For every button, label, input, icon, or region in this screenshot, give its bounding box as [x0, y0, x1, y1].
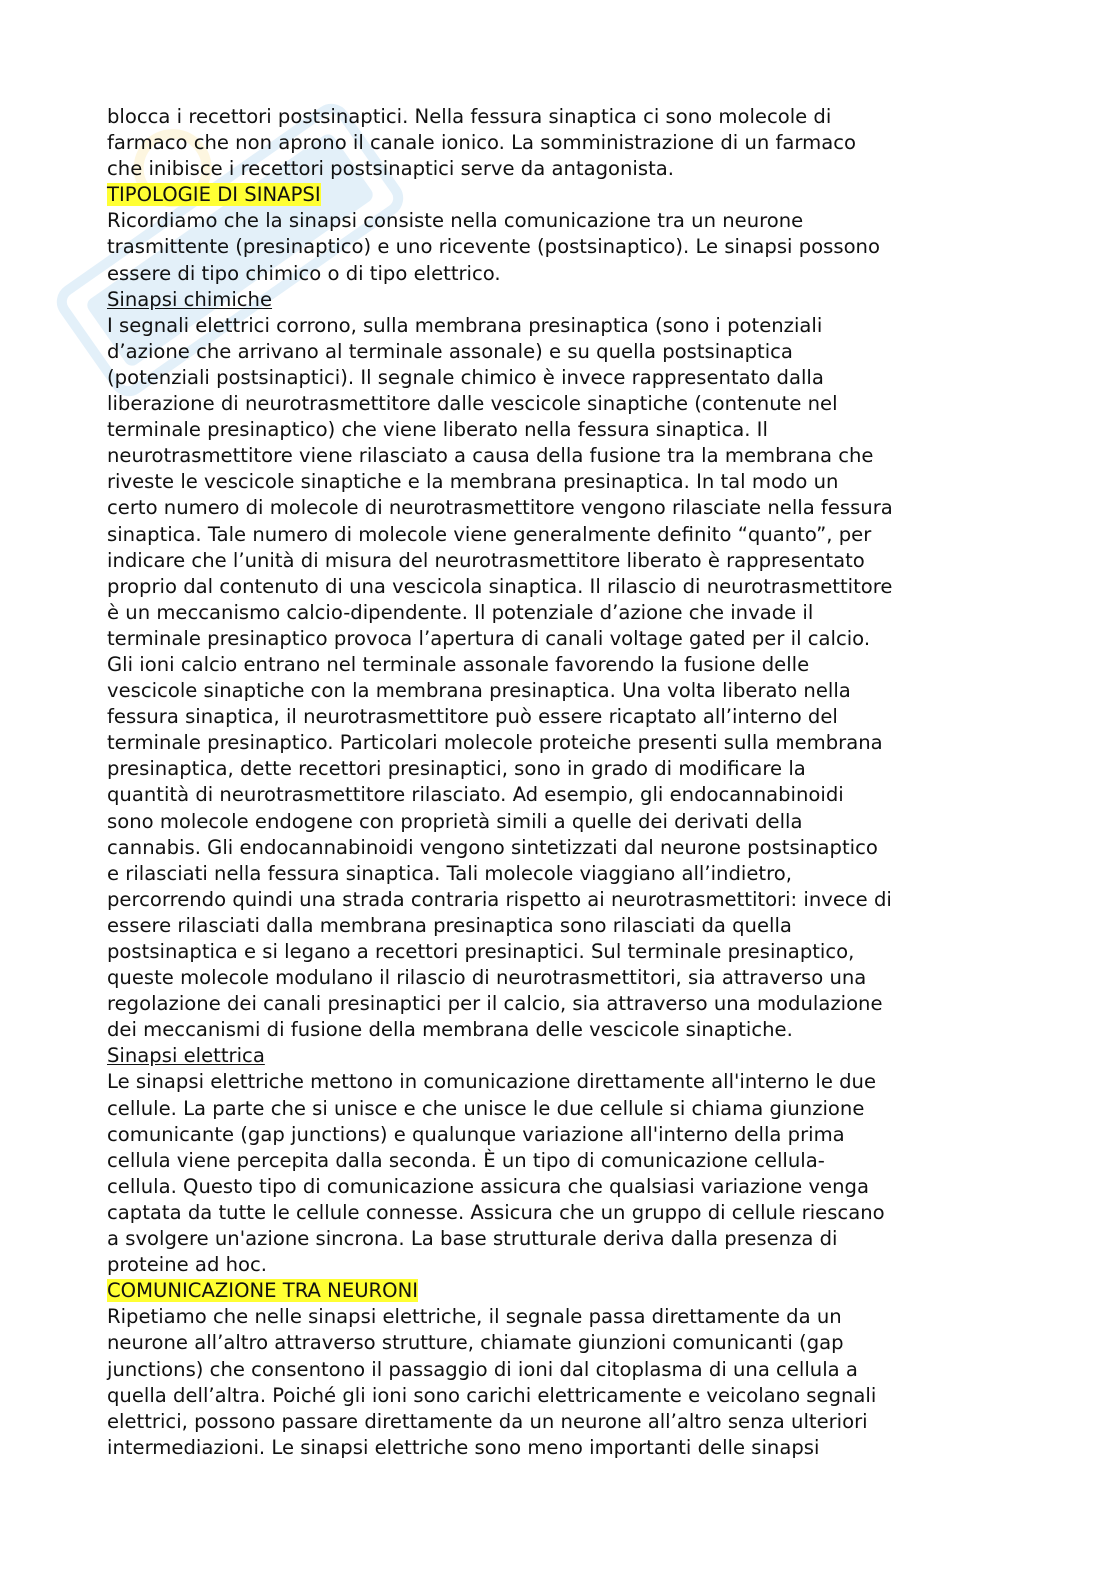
text-line: [107, 130, 1007, 156]
text-line-content: essere di tipo chimico o di tipo elettrico.: [107, 261, 501, 285]
text-line: [107, 652, 1007, 678]
text-line-content: riveste le vescicole sinaptiche e la membrana presinaptica. In tal modo un: [107, 470, 839, 494]
text-line-content: quella dell’altra. Poiché gli ioni sono carichi elettricamente e veicolano segnali: [107, 1383, 877, 1407]
text-line-content: e rilasciati nella fessura sinaptica. Tali molecole viaggiano all’indietro,: [107, 861, 792, 885]
section-heading-text: TIPOLOGIE DI SINAPSI: [107, 183, 321, 207]
text-line-content: neurotrasmettitore viene rilasciato a causa della fusione tra la membrana che: [107, 444, 874, 468]
section-heading-text: COMUNICAZIONE TRA NEURONI: [107, 1279, 419, 1303]
text-line-content: captata da tutte le cellule connesse. Assicura che un gruppo di cellule riescano: [107, 1200, 885, 1224]
text-line: [107, 417, 1007, 443]
text-line: [107, 234, 1007, 260]
text-line-content: I segnali elettrici corrono, sulla membrana presinaptica (sono i potenziali: [107, 313, 823, 337]
text-line-content: regolazione dei canali presinaptici per il calcio, sia attraverso una modulazione: [107, 992, 883, 1016]
text-line: [107, 913, 1007, 939]
text-line: [107, 365, 1007, 391]
subsection-heading: [107, 1043, 1007, 1069]
text-line-content: quantità di neurotrasmettitore rilasciato. Ad esempio, gli endocannabinoidi: [107, 783, 844, 807]
text-line-content: postsinaptica e si legano a recettori presinaptici. Sul terminale presinaptico,: [107, 940, 855, 963]
text-line: [107, 548, 1007, 574]
text-line: [107, 1357, 1007, 1383]
text-line: [107, 1435, 1007, 1461]
text-line: [107, 782, 1007, 808]
text-line-content: cellule. La parte che si unisce e che unisce le due cellule si chiama giunzione: [107, 1096, 865, 1120]
text-line-content: terminale presinaptico provoca l’apertura di canali voltage gated per il calcio.: [107, 626, 871, 650]
text-line: [107, 1226, 1007, 1252]
text-line-content: intermediazioni. Le sinapsi elettriche sono meno importanti delle sinapsi: [107, 1435, 820, 1459]
text-line-content: percorrendo quindi una strada contraria rispetto ai neurotrasmettitori: invece di: [107, 887, 892, 911]
text-line: [107, 522, 1007, 548]
text-line-content: queste molecole modulano il rilascio di neurotrasmettitori, sia attraverso una: [107, 966, 867, 990]
text-line: [107, 861, 1007, 887]
text-line-content: sinaptica. Tale numero di molecole viene generalmente definito “quanto”, per: [107, 522, 872, 546]
text-line-content: cellula viene percepita dalla seconda. È un tipo di comunicazione cellula-: [107, 1148, 825, 1172]
text-line-content: elettrici, possono passare direttamente da un neurone all’altro senza ulteriori: [107, 1409, 868, 1433]
text-line-content: Gli ioni calcio entrano nel terminale assonale favorendo la fusione delle: [107, 652, 810, 676]
text-line-content: comunicante (gap junctions) e qualunque variazione all'interno della prima: [107, 1122, 845, 1146]
text-line: [107, 1017, 1007, 1043]
text-line-content: terminale presinaptico) che viene liberato nella fessura sinaptica. Il: [107, 418, 768, 442]
text-line-content: proteine ad hoc.: [107, 1253, 268, 1277]
text-line: [107, 208, 1007, 234]
text-line-content: sono molecole endogene con proprietà simili a quelle dei derivati della: [107, 809, 803, 833]
text-line-content: vescicole sinaptiche con la membrana presinaptica. Una volta liberato nella: [107, 679, 851, 703]
text-line-content: farmaco che non aprono il canale ionico. La somministrazione di un farmaco: [107, 131, 856, 155]
text-line: [107, 730, 1007, 756]
text-line-content: proprio dal contenuto di una vescicola sinaptica. Il rilascio di neurotrasmettitore: [107, 574, 893, 598]
text-line: [107, 1200, 1007, 1226]
text-line: [107, 756, 1007, 782]
text-line: [107, 104, 1007, 130]
document-body: [107, 104, 1007, 1461]
text-line: [107, 391, 1007, 417]
text-line-content: (potenziali postsinaptici). Il segnale chimico è invece rappresentato dalla: [107, 365, 824, 389]
text-line: [107, 1409, 1007, 1435]
text-line: [107, 704, 1007, 730]
text-line-content: blocca i recettori postsinaptici. Nella fessura sinaptica ci sono molecole di: [107, 105, 832, 128]
section-heading: [107, 1278, 1007, 1304]
text-line-content: fessura sinaptica, il neurotrasmettitore può essere ricaptato all’interno del: [107, 705, 838, 729]
text-line-content: essere rilasciati dalla membrana presinaptica sono rilasciati da quella: [107, 913, 792, 937]
text-line-content: cellula. Questo tipo di comunicazione assicura che qualsiasi variazione venga: [107, 1174, 869, 1198]
text-line: [107, 1383, 1007, 1409]
text-line: [107, 339, 1007, 365]
text-line-content: indicare che l’unità di misura del neurotrasmettitore liberato è rappresentato: [107, 548, 865, 572]
subsection-heading-text: Sinapsi elettrica: [107, 1044, 265, 1068]
text-line: [107, 939, 1007, 965]
text-line-content: liberazione di neurotrasmettitore dalle vescicole sinaptiche (contenute nel: [107, 392, 838, 416]
text-line-content: d’azione che arrivano al terminale assonale) e su quella postsinaptica: [107, 339, 793, 363]
text-line: [107, 261, 1007, 287]
text-line: [107, 495, 1007, 521]
text-line: [107, 991, 1007, 1017]
text-line: [107, 1069, 1007, 1095]
text-line-content: dei meccanismi di fusione della membrana delle vescicole sinaptiche.: [107, 1018, 793, 1042]
text-line-content: cannabis. Gli endocannabinoidi vengono sintetizzati dal neurone postsinaptico: [107, 835, 878, 859]
text-line: [107, 1304, 1007, 1330]
text-line-content: Le sinapsi elettriche mettono in comunicazione direttamente all'interno le due: [107, 1070, 877, 1094]
text-line: [107, 1096, 1007, 1122]
section-heading: [107, 182, 1007, 208]
text-line: [107, 1174, 1007, 1200]
text-line: [107, 1122, 1007, 1148]
text-line: [107, 574, 1007, 600]
text-line: [107, 1330, 1007, 1356]
text-line-content: è un meccanismo calcio-dipendente. Il potenziale d’azione che invade il: [107, 600, 814, 624]
text-line: [107, 626, 1007, 652]
text-line-content: terminale presinaptico. Particolari molecole proteiche presenti sulla membrana: [107, 731, 883, 755]
text-line: [107, 469, 1007, 495]
text-line: [107, 313, 1007, 339]
text-line-content: trasmittente (presinaptico) e uno ricevente (postsinaptico). Le sinapsi possono: [107, 235, 880, 259]
text-line: [107, 1252, 1007, 1278]
text-line: [107, 965, 1007, 991]
text-line: [107, 835, 1007, 861]
text-line: [107, 156, 1007, 182]
subsection-heading-text: Sinapsi chimiche: [107, 287, 273, 311]
text-line: [107, 887, 1007, 913]
text-line: [107, 443, 1007, 469]
text-line-content: neurone all’altro attraverso strutture, chiamate giunzioni comunicanti (gap: [107, 1331, 844, 1355]
text-line: [107, 678, 1007, 704]
text-line-content: presinaptica, dette recettori presinaptici, sono in grado di modificare la: [107, 757, 806, 781]
text-line: [107, 600, 1007, 626]
text-line: [107, 809, 1007, 835]
text-line: [107, 1148, 1007, 1174]
text-line-content: Ricordiamo che la sinapsi consiste nella comunicazione tra un neurone: [107, 209, 804, 233]
text-line-content: a svolgere un'azione sincrona. La base strutturale deriva dalla presenza di: [107, 1227, 838, 1251]
subsection-heading: [107, 287, 1007, 313]
text-line-content: che inibisce i recettori postsinaptici serve da antagonista.: [107, 157, 674, 181]
text-line-content: certo numero di molecole di neurotrasmettitore vengono rilasciate nella fessura: [107, 496, 893, 520]
text-line-content: Ripetiamo che nelle sinapsi elettriche, il segnale passa direttamente da un: [107, 1305, 842, 1329]
text-line-content: junctions) che consentono il passaggio di ioni dal citoplasma di una cellula a: [107, 1357, 858, 1381]
